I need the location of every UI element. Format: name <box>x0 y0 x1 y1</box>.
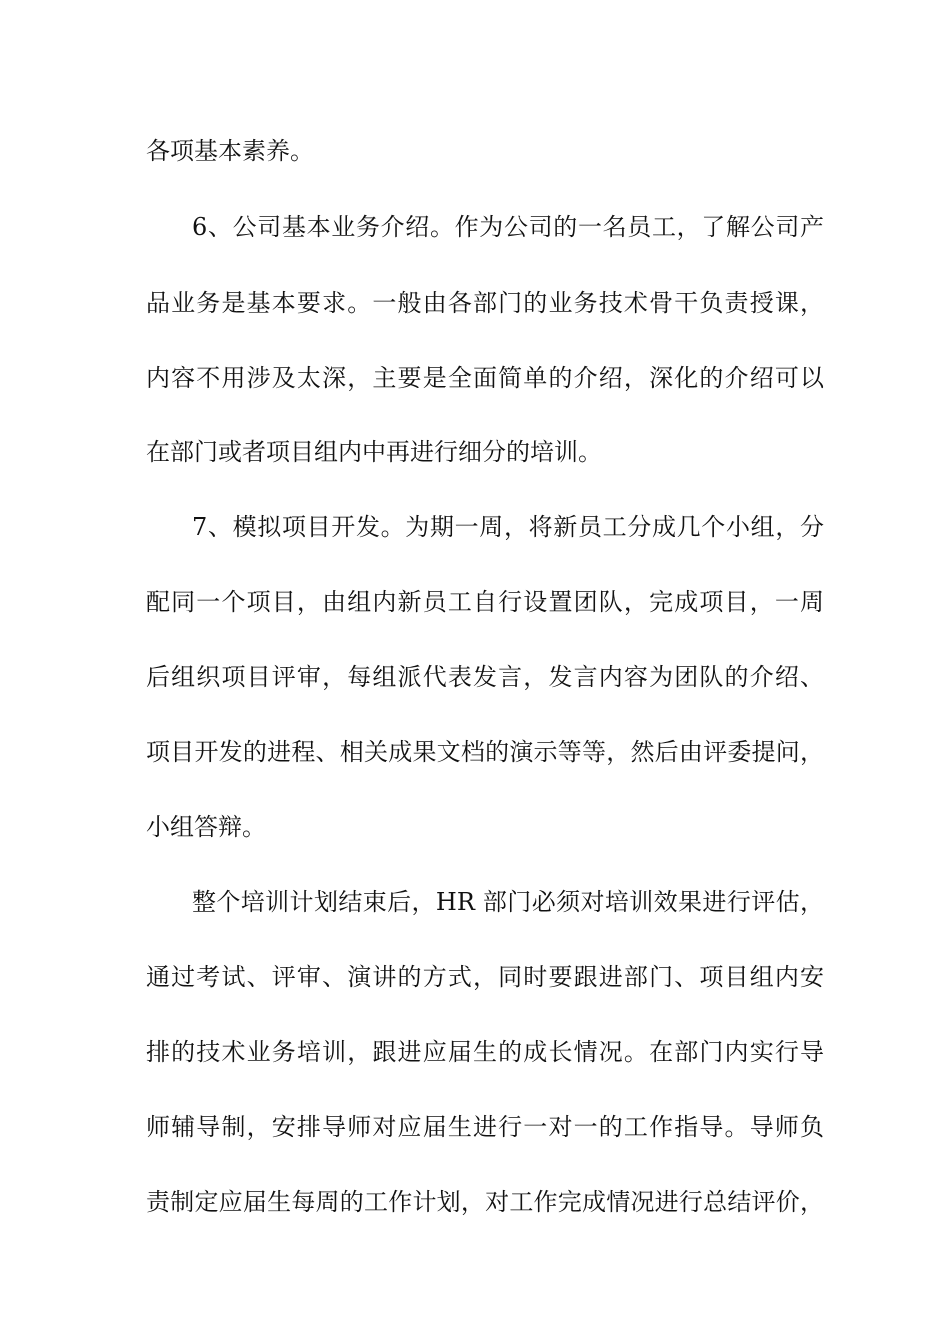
text-line-7: 配同一个项目，由组内新员工自行设置团队，完成项目，一周 <box>146 588 824 616</box>
text-line-3: 品业务是基本要求。一般由各部门的业务技术骨干负责授课， <box>146 289 824 317</box>
text-line-4: 内容不用涉及太深，主要是全面简单的介绍，深化的介绍可以 <box>146 364 824 392</box>
text-line-8: 后组织项目评审，每组派代表发言，发言内容为团队的介绍、 <box>146 663 824 691</box>
text-line-10: 小组答辩。 <box>146 813 266 841</box>
text-line-14: 师辅导制，安排导师对应届生进行一对一的工作指导。导师负 <box>146 1113 824 1141</box>
text-line-11: 整个培训计划结束后，HR 部门必须对培训效果进行评估， <box>192 888 824 916</box>
text-line-12: 通过考试、评审、演讲的方式，同时要跟进部门、项目组内安 <box>146 963 824 991</box>
text-line-5: 在部门或者项目组内中再进行细分的培训。 <box>146 438 602 466</box>
text-line-1: 各项基本素养。 <box>146 137 314 165</box>
text-line-2: 6、公司基本业务介绍。作为公司的一名员工，了解公司产 <box>192 213 824 241</box>
text-line-15: 责制定应届生每周的工作计划，对工作完成情况进行总结评价， <box>146 1188 824 1216</box>
text-line-9: 项目开发的进程、相关成果文档的演示等等，然后由评委提问， <box>146 738 824 766</box>
text-line-13: 排的技术业务培训，跟进应届生的成长情况。在部门内实行导 <box>146 1038 824 1066</box>
text-line-6: 7、模拟项目开发。为期一周，将新员工分成几个小组，分 <box>192 513 824 541</box>
